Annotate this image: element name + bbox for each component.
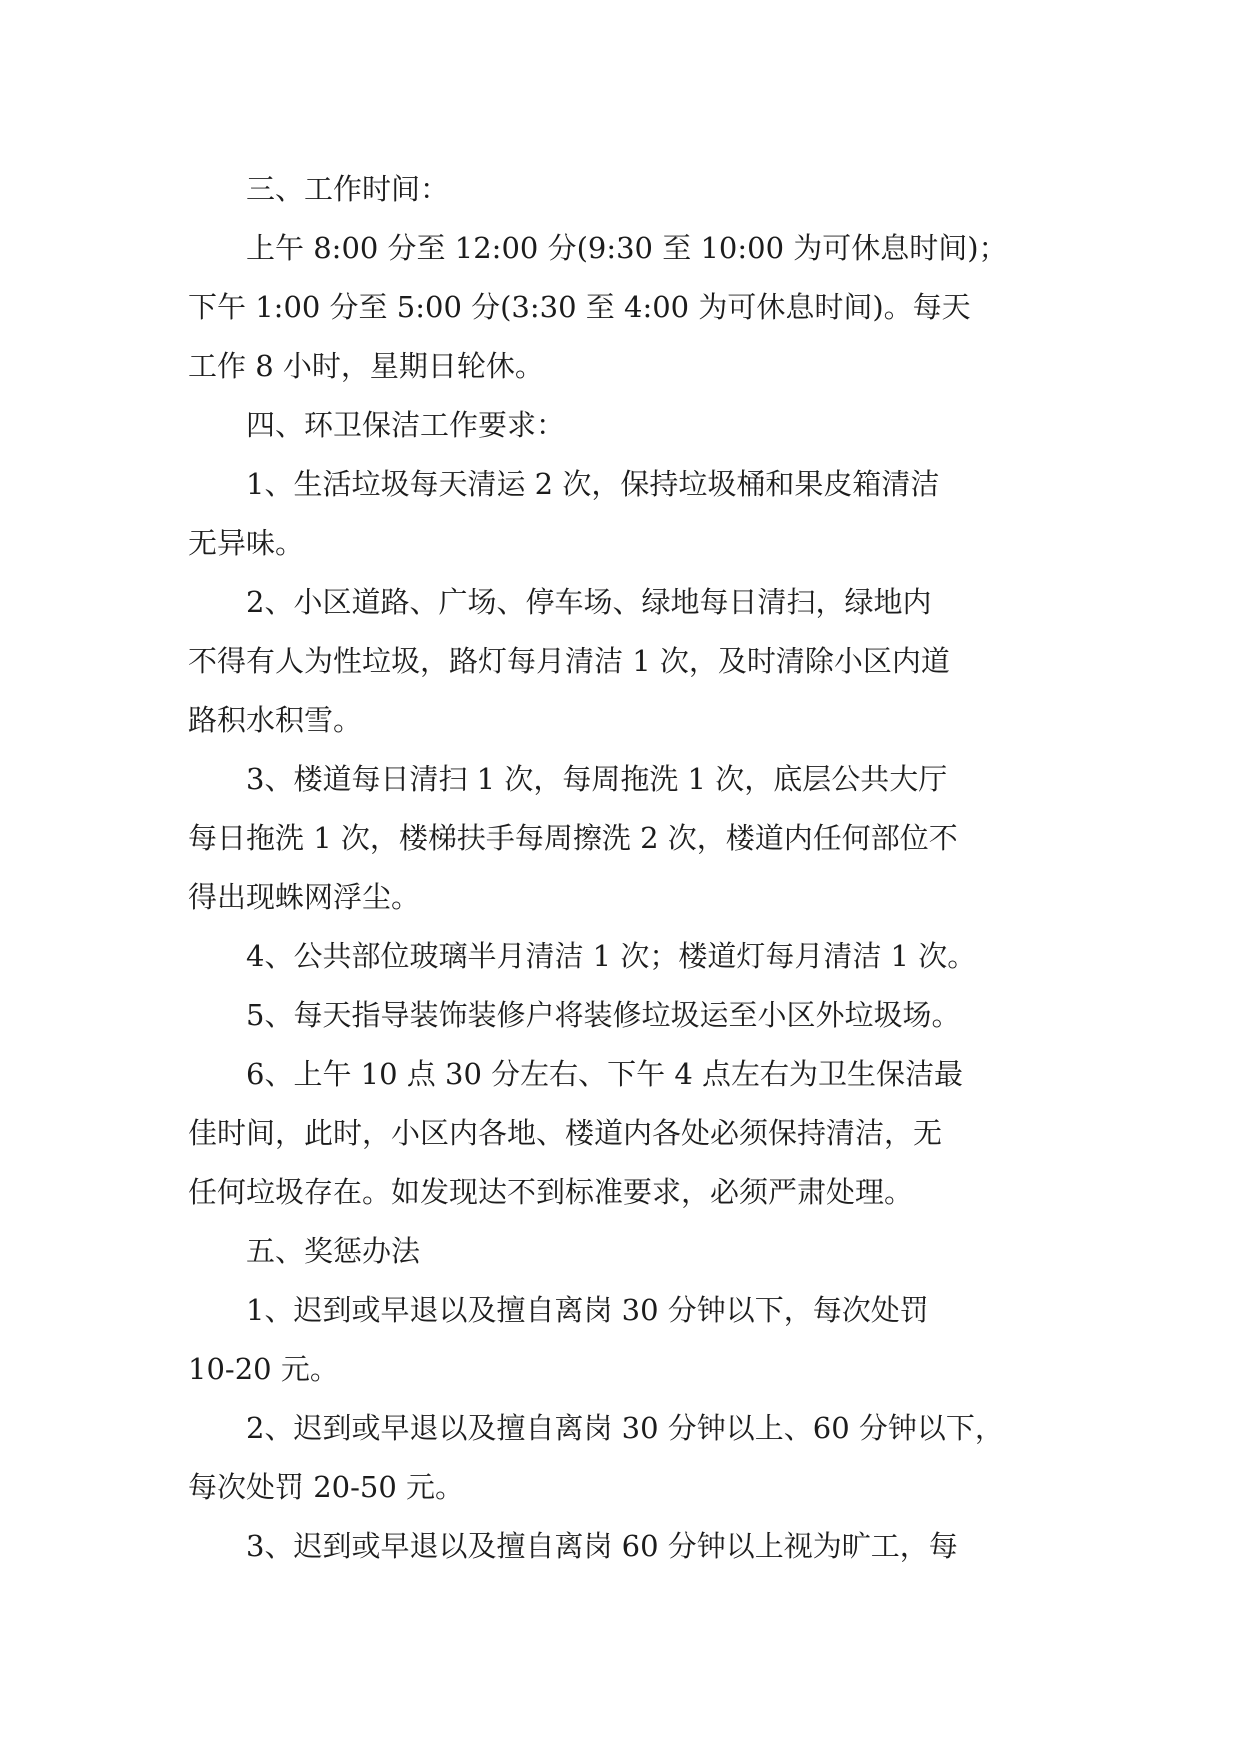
text-line: 工作 8 小时，星期日轮休。: [188, 349, 544, 383]
section-heading-work-hours: 三、工作时间：: [246, 172, 450, 206]
text-line: 得出现蛛网浮尘。: [188, 880, 421, 914]
text-line: 无异味。: [188, 526, 305, 560]
text-line: 任何垃圾存在。如发现达不到标准要求，必须严肃处理。: [188, 1175, 914, 1209]
text-line: 1、迟到或早退以及擅自离岗 30 分钟以下，每次处罚: [246, 1293, 929, 1327]
text-line: 每日拖洗 1 次，楼梯扶手每周擦洗 2 次，楼道内任何部位不: [188, 821, 958, 855]
text-line: 4、公共部位玻璃半月清洁 1 次；楼道灯每月清洁 1 次。: [246, 939, 977, 973]
text-line: 6、上午 10 点 30 分左右、下午 4 点左右为卫生保洁最: [246, 1057, 964, 1091]
document-body: [188, 160, 1058, 1576]
text-line: 下午 1:00 分至 5:00 分(3:30 至 4:00 为可休息时间)。每天: [188, 290, 971, 324]
text-line: 不得有人为性垃圾，路灯每月清洁 1 次，及时清除小区内道: [188, 644, 950, 678]
text-line: 路积水积雪。: [188, 703, 363, 737]
text-line: 3、迟到或早退以及擅自离岗 60 分钟以上视为旷工，每: [246, 1529, 958, 1563]
text-line: 3、楼道每日清扫 1 次，每周拖洗 1 次，底层公共大厅: [246, 762, 948, 796]
text-line: 2、迟到或早退以及擅自离岗 30 分钟以上、60 分钟以下，: [246, 1411, 1004, 1445]
section-heading-sanitation-requirements: 四、环卫保洁工作要求：: [246, 408, 566, 442]
text-line: 10-20 元。: [188, 1352, 339, 1386]
text-line: 上午 8:00 分至 12:00 分(9:30 至 10:00 为可休息时间)；: [246, 231, 1008, 265]
text-line: 佳时间，此时，小区内各地、楼道内各处必须保持清洁，无: [188, 1116, 943, 1150]
section-heading-rewards-penalties: 五、奖惩办法: [246, 1234, 421, 1268]
text-line: 1、生活垃圾每天清运 2 次，保持垃圾桶和果皮箱清洁: [246, 467, 940, 501]
text-line: 2、小区道路、广场、停车场、绿地每日清扫，绿地内: [246, 585, 932, 619]
text-line: 5、每天指导装饰装修户将装修垃圾运至小区外垃圾场。: [246, 998, 961, 1032]
text-line: 每次处罚 20-50 元。: [188, 1470, 465, 1504]
